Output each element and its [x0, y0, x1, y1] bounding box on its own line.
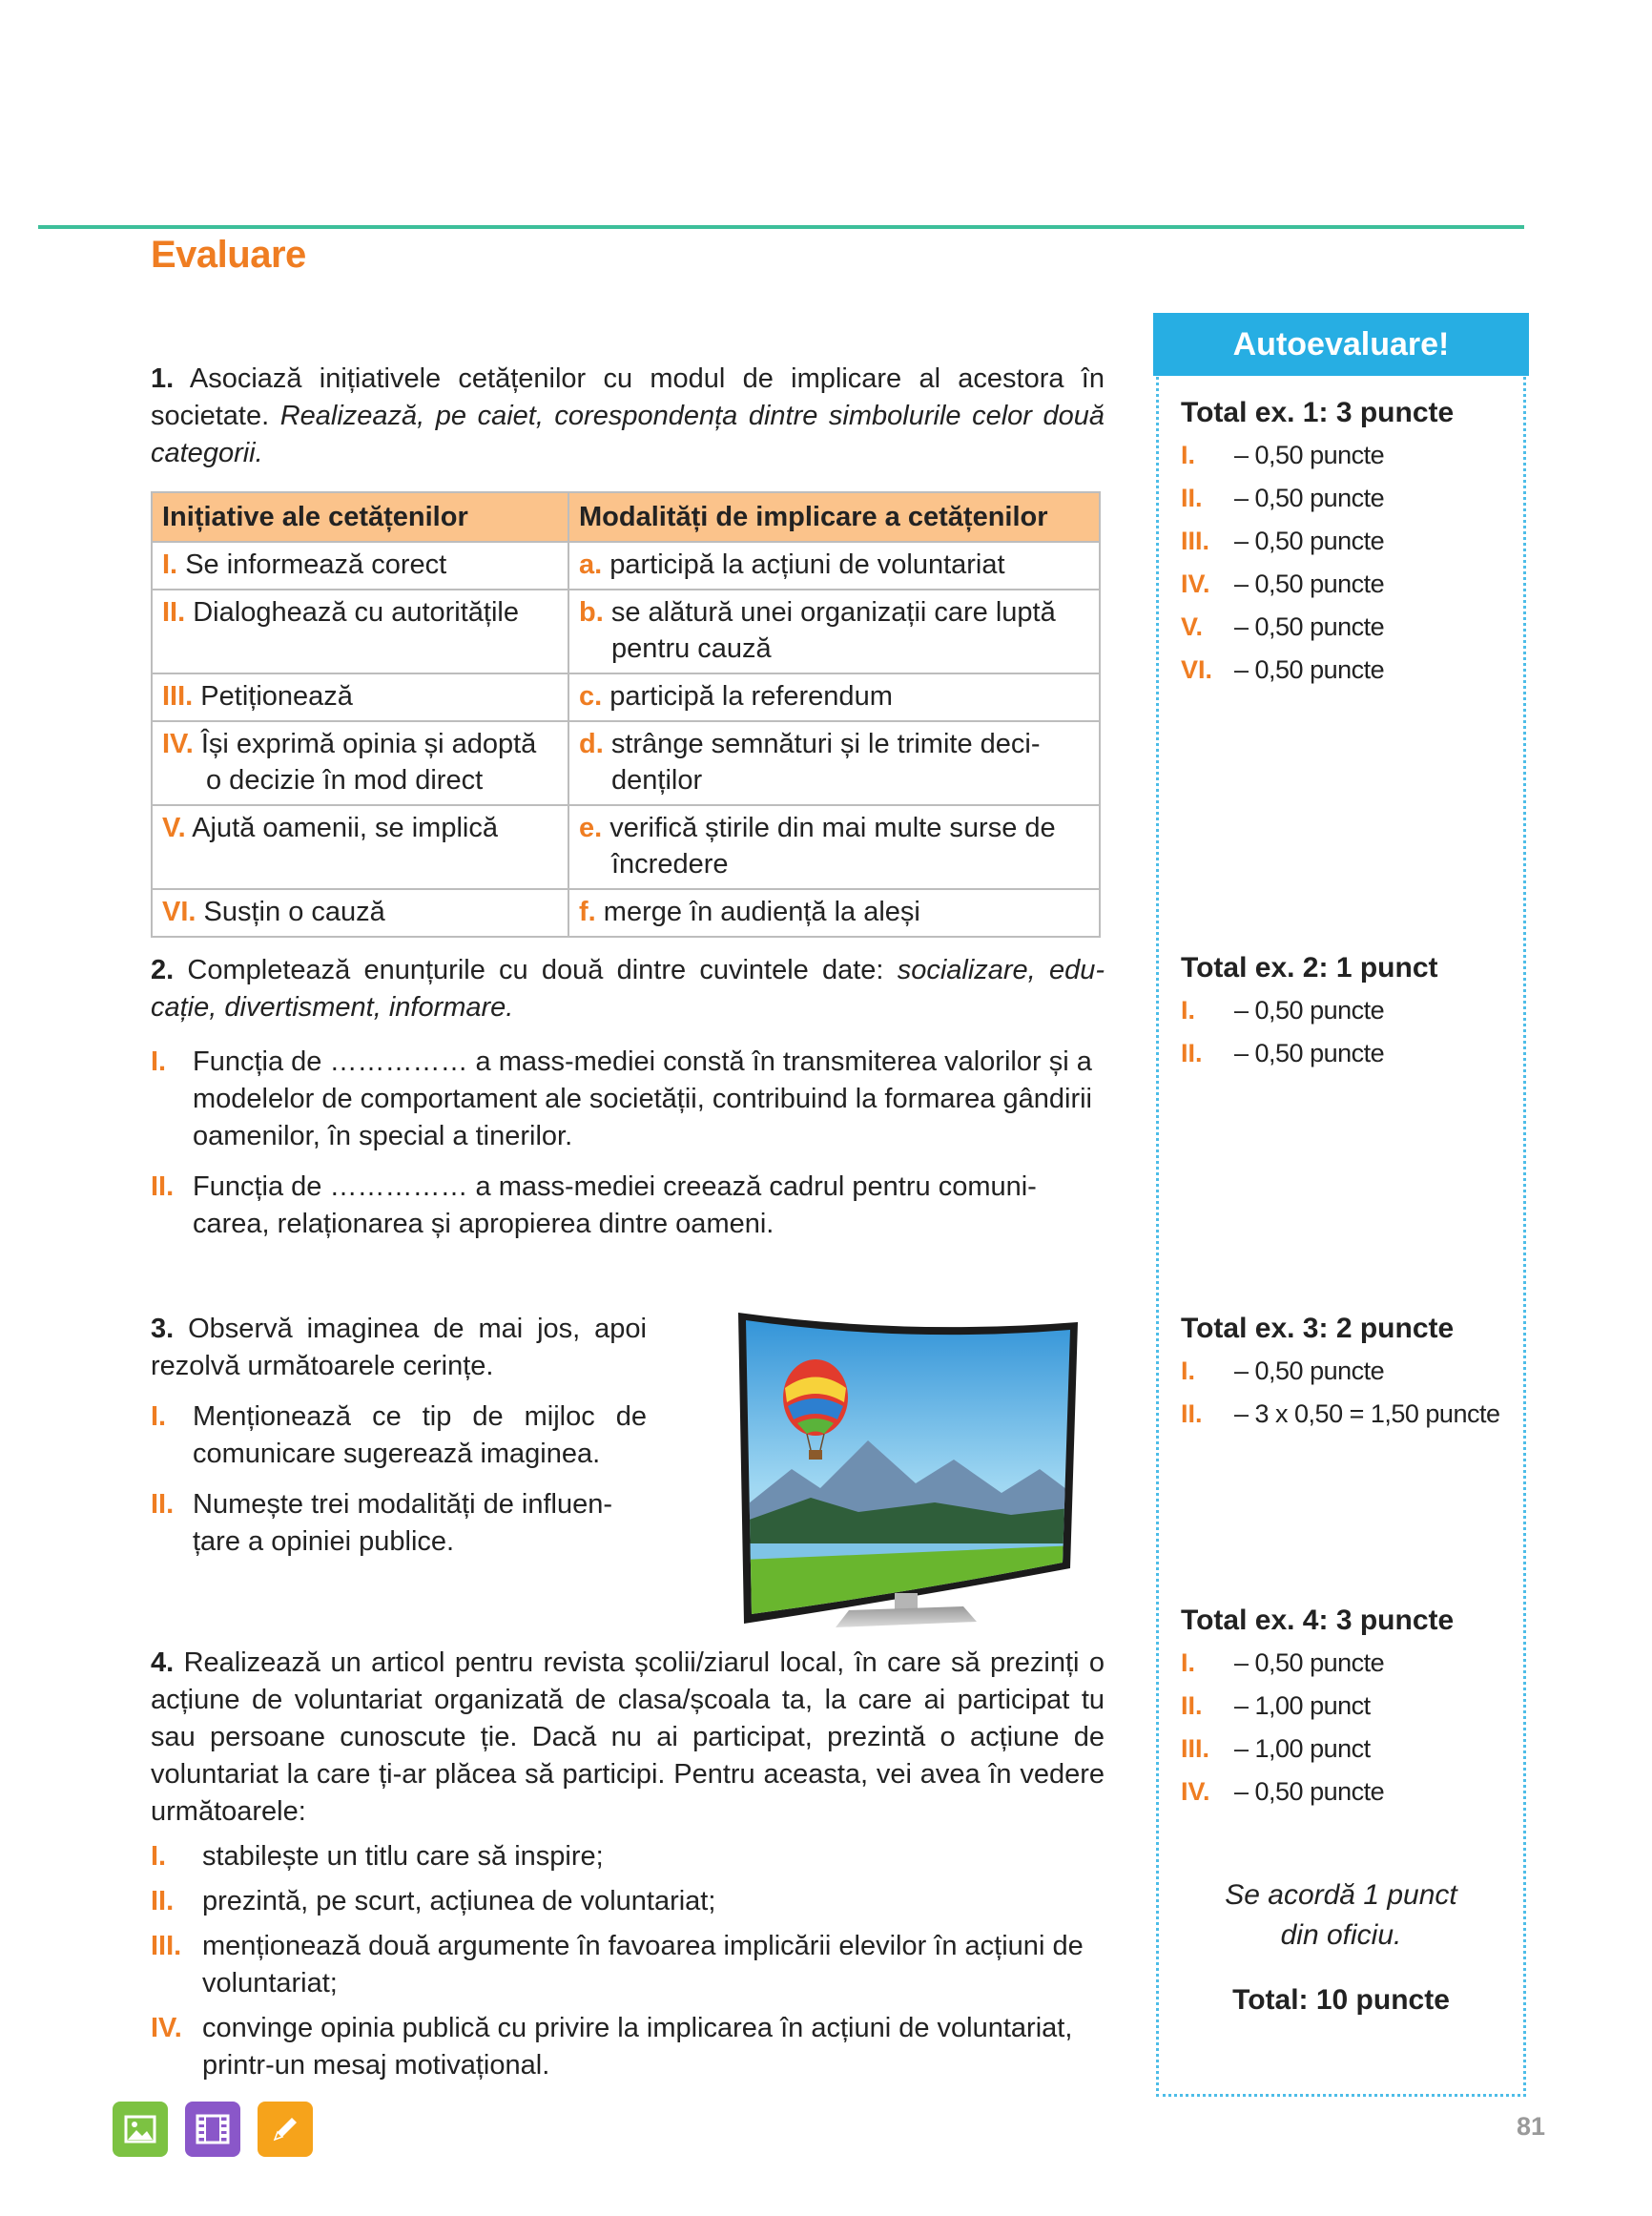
bonus-note [1156, 1875, 1526, 1956]
score-block-ex3 [1181, 1307, 1515, 1436]
row-text: Dialoghează cu autoritățile [193, 597, 520, 628]
row-label: c. [579, 681, 603, 712]
score-total: Total ex. 2: 1 punct [1181, 952, 1438, 984]
exercise-number: 1. [151, 363, 175, 394]
matching-table [151, 491, 1101, 938]
row-label: III. [162, 681, 194, 712]
bonus-line: Se acordă 1 punct [1225, 1879, 1457, 1911]
item-text: Numește trei modalități de influen-țare a opiniei publice. [193, 1489, 613, 1557]
list-item [151, 1883, 1105, 1920]
exercise-text: Observă imaginea de mai jos, apoi rezolvă următoarele cerințe. [151, 1314, 647, 1381]
score-line: II. – 0,50 puncte [1181, 484, 1385, 512]
row-text: merge în audiență la aleși [603, 897, 920, 927]
page-number: 81 [1517, 2112, 1546, 2141]
score-line: III. – 1,00 punct [1181, 1734, 1371, 1763]
row-text: verifică știrile din mai multe surse de încredere [609, 813, 1056, 880]
score-total: Total ex. 1: 3 puncte [1181, 397, 1455, 428]
film-icon[interactable] [185, 2102, 240, 2157]
item-text: Menționează ce tip de mijloc de comunicare sugerează imaginea. [193, 1401, 647, 1469]
score-line: I. – 0,50 puncte [1181, 441, 1385, 469]
score-total: Total ex. 3: 2 puncte [1181, 1313, 1455, 1344]
section-title: Evaluare [151, 234, 306, 276]
score-line: II. – 1,00 punct [1181, 1691, 1371, 1720]
item-text: stabilește un titlu care să inspire; [202, 1841, 604, 1872]
exercise-2 [151, 952, 1105, 1243]
row-label: b. [579, 597, 604, 628]
exercise-4 [151, 1645, 1105, 2084]
row-label: II. [162, 597, 186, 628]
row-text: Ajută oamenii, se implică [192, 813, 498, 843]
exercise-1 [151, 361, 1105, 472]
score-line: I. – 0,50 puncte [1181, 1357, 1385, 1385]
score-line: I. – 0,50 puncte [1181, 996, 1385, 1025]
score-block-ex2 [1181, 946, 1515, 1075]
item-label: II. [151, 1171, 175, 1202]
list-item [151, 1044, 1105, 1155]
row-text: Se informează corect [185, 549, 447, 580]
item-text: prezintă, pe scurt, acțiunea de voluntariat; [202, 1886, 716, 1916]
row-text: participă la acțiuni de voluntariat [609, 549, 1005, 580]
list-item [151, 1398, 647, 1473]
bonus-line: din oficiu. [1280, 1919, 1402, 1951]
table-row [152, 805, 1100, 889]
row-label: IV. [162, 729, 194, 759]
exercise-number: 4. [151, 1647, 175, 1678]
column-header: Inițiative ale cetățenilor [152, 492, 568, 542]
row-text: Își exprimă opinia și adoptă o decizie în mod direct [200, 729, 537, 796]
score-block-ex4 [1181, 1599, 1515, 1813]
table-row [152, 590, 1100, 673]
exercise-text: Realizează un articol pentru revista școlii/ziarul local, în care să prezinți o acțiune de voluntariat organizată de clasa/școala ta, la care ai participat tu sau persoane cunoscute ție. Dacă nu ai participat, prezintă o acțiune de voluntariat la care ți-ar plăcea să participi. Pentru aceasta, vei avea în vedere următoarele: [151, 1647, 1105, 1827]
item-label: IV. [151, 2013, 182, 2043]
exercise-text: Asociază inițiativele cetățenilor cu modul de implicare al acestora în societate. [151, 363, 1105, 431]
row-text: Petiționează [200, 681, 353, 712]
list-item [151, 1928, 1105, 2002]
item-text: Funcția de …………… a mass-mediei creează cadrul pentru comuni-carea, relaționarea și apropierea dintre oameni. [193, 1171, 1037, 1239]
top-rule [38, 225, 1524, 229]
table-row [152, 673, 1100, 721]
row-label: I. [162, 549, 178, 580]
exercise-number: 2. [151, 955, 175, 985]
list-item [151, 1169, 1105, 1243]
list-item [151, 1838, 1105, 1875]
item-label: I. [151, 1401, 167, 1432]
column-header: Modalități de implicare a cetățenilor [568, 492, 1100, 542]
item-text: convinge opinia publică cu privire la implicarea în acțiuni de voluntariat, printr-un mesaj motivațional. [202, 2013, 1073, 2081]
item-label: II. [151, 1886, 175, 1916]
row-text: participă la referendum [609, 681, 893, 712]
item-label: III. [151, 1931, 182, 1961]
score-line: VI. – 0,50 puncte [1181, 655, 1385, 684]
curved-tv-image [725, 1307, 1087, 1641]
row-text: se alătură unei organizații care luptă pentru cauză [610, 597, 1056, 664]
list-item [151, 2010, 1105, 2084]
score-block-ex1 [1181, 391, 1515, 692]
row-text: Susțin o cauză [203, 897, 385, 927]
table-row [152, 542, 1100, 590]
exercise-instruction: Realizează, pe caiet, corespondența dintre simbolurile celor două categorii. [151, 401, 1105, 468]
score-line: II. – 0,50 puncte [1181, 1039, 1385, 1067]
row-text: strânge semnături și le trimite deci-denților [610, 729, 1041, 796]
grand-total: Total: 10 puncte [1232, 1984, 1450, 2016]
item-label: II. [151, 1489, 175, 1520]
item-text: menționează două argumente în favoarea implicării elevilor în acțiuni de voluntariat; [202, 1931, 1084, 1999]
row-label: VI. [162, 897, 196, 927]
self-assessment-title: Autoevaluare! [1153, 313, 1529, 376]
table-row [152, 889, 1100, 937]
row-label: e. [579, 813, 603, 843]
score-line: IV. – 0,50 puncte [1181, 570, 1385, 598]
item-label: I. [151, 1841, 167, 1872]
score-line: IV. – 0,50 puncte [1181, 1777, 1385, 1806]
row-label: f. [579, 897, 596, 927]
exercise-3 [151, 1311, 647, 1561]
exercise-number: 3. [151, 1314, 175, 1344]
score-total: Total ex. 4: 3 puncte [1181, 1605, 1455, 1636]
score-line: II. – 3 x 0,50 = 1,50 puncte [1181, 1399, 1500, 1428]
list-item [151, 1486, 647, 1561]
exercise-text: Completează enunțurile cu două dintre cuvintele date: [187, 955, 884, 985]
row-label: V. [162, 813, 186, 843]
row-label: a. [579, 549, 603, 580]
row-label: d. [579, 729, 604, 759]
word-list: socializare, edu-cație, divertisment, informare. [151, 955, 1105, 1023]
score-line: I. – 0,50 puncte [1181, 1648, 1385, 1677]
table-row [152, 721, 1100, 805]
score-line: III. – 0,50 puncte [1181, 527, 1385, 555]
item-text: Funcția de …………… a mass-mediei constă în transmiterea valorilor și a modelelor de comportament ale societății, contribuind la formarea gândirii oamenilor, în special a tinerilor. [193, 1046, 1092, 1151]
table-header-row [152, 492, 1100, 542]
pencil-icon[interactable] [258, 2102, 313, 2157]
image-icon[interactable] [113, 2102, 168, 2157]
item-label: I. [151, 1046, 167, 1077]
score-line: V. – 0,50 puncte [1181, 612, 1385, 641]
